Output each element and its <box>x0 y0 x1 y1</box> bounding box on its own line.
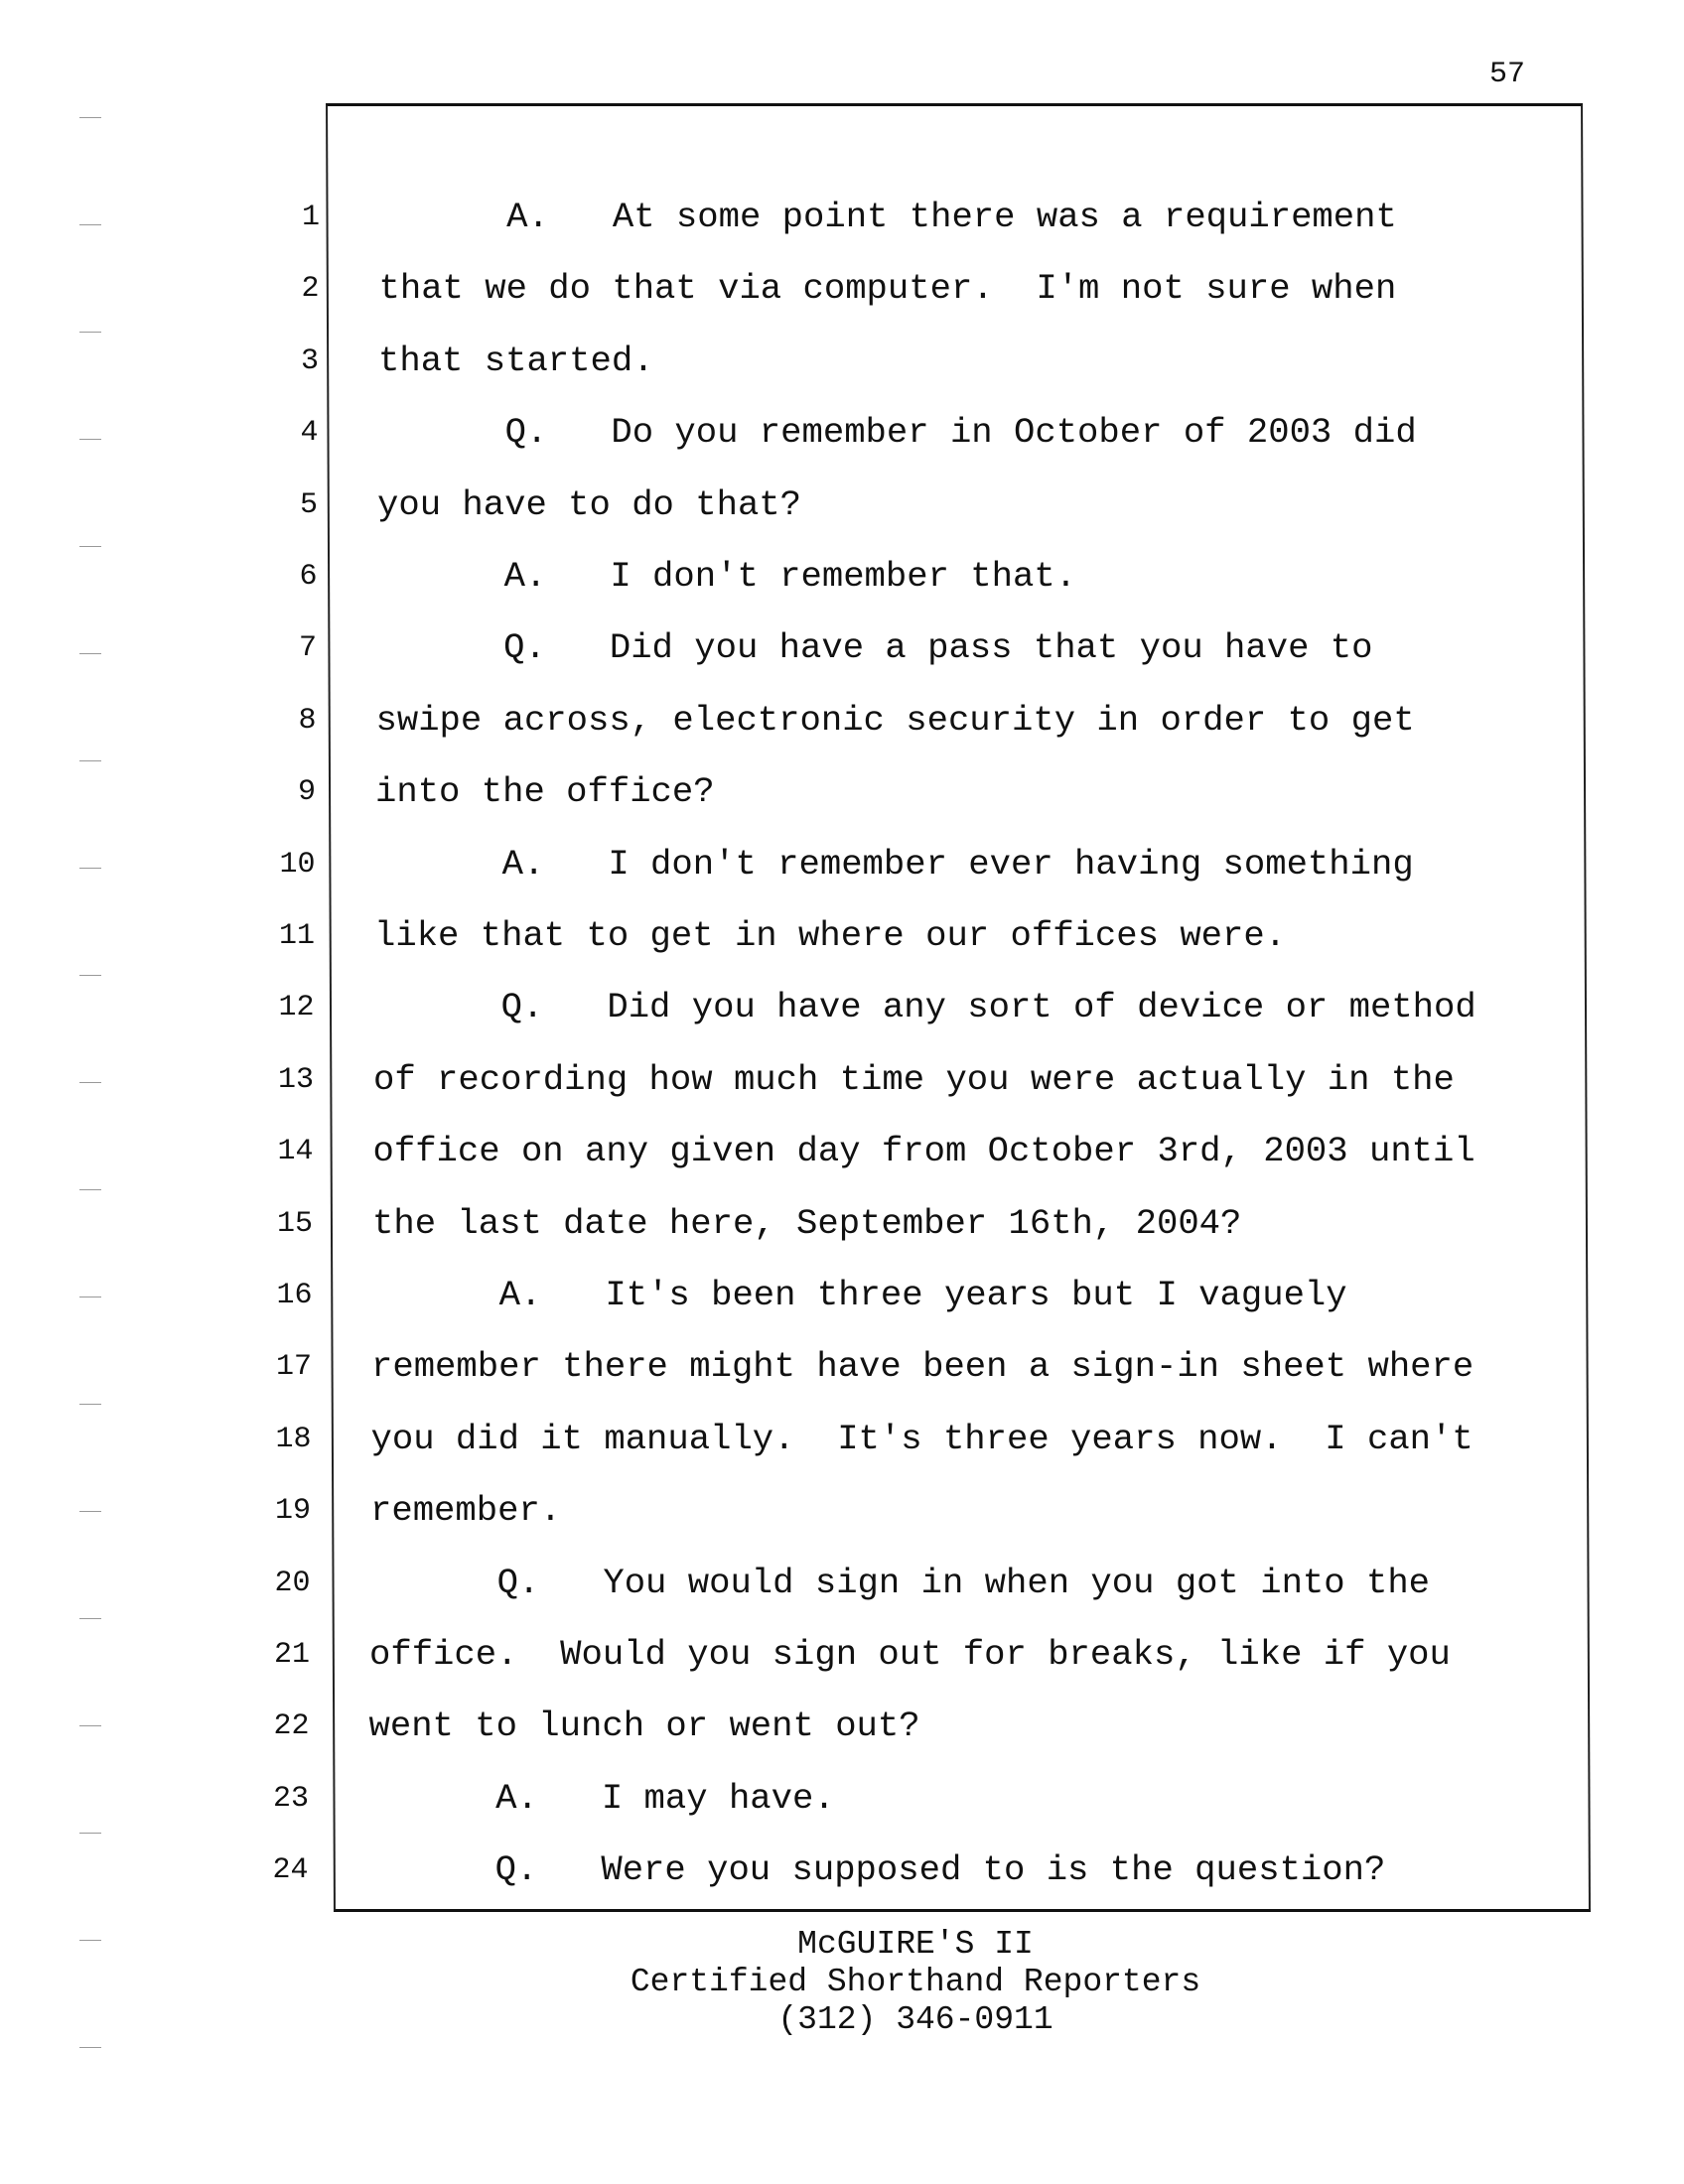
line-number: 11 <box>278 919 315 953</box>
transcript-line: like that to get in where our offices were. <box>374 915 1287 956</box>
line-number: 4 <box>300 416 319 451</box>
line-number: 20 <box>274 1566 311 1600</box>
transcript-line: Q. You would sign in when you got into the <box>369 1562 1431 1603</box>
margin-tick <box>79 1618 101 1619</box>
margin-tick <box>79 1189 101 1190</box>
footer-company: McGUIRE'S II <box>797 1926 1034 1963</box>
line-number: 23 <box>272 1781 309 1816</box>
transcript-line: A. I don't remember ever having something <box>374 843 1414 885</box>
margin-tick <box>79 2047 101 2048</box>
line-number: 15 <box>276 1206 313 1241</box>
transcript-line: remember there might have been a sign-in sheet where <box>371 1346 1474 1388</box>
transcript-line: A. I don't remember that. <box>376 556 1077 597</box>
margin-tick <box>79 653 101 654</box>
margin-tick <box>79 1082 101 1083</box>
transcript-line: swipe across, electronic security in order to get <box>375 699 1415 741</box>
transcript-line: that we do that via computer. I'm not sure when <box>378 268 1397 310</box>
margin-tick <box>79 439 101 440</box>
margin-tick <box>79 1511 101 1512</box>
transcript-line: A. At some point there was a requirement <box>379 197 1397 237</box>
margin-tick <box>79 1725 101 1726</box>
line-number: 9 <box>297 775 316 810</box>
line-number: 10 <box>279 847 316 882</box>
line-number: 22 <box>273 1709 310 1744</box>
transcript-line: you did it manually. It's three years now. I can't <box>370 1418 1474 1459</box>
transcript-line: of recording how much time you were actually in the <box>373 1058 1455 1100</box>
line-number: 24 <box>272 1853 309 1888</box>
line-number: 7 <box>298 631 317 666</box>
footer-phone: (312) 346-0911 <box>777 2001 1053 2038</box>
transcript-line: office on any given day from October 3rd, 2003 until <box>372 1131 1475 1172</box>
transcript-line: you have to do that? <box>377 483 802 525</box>
margin-tick <box>79 546 101 547</box>
transcript-line: that started. <box>378 340 654 381</box>
transcript-line: A. It's been three years but I vaguely <box>371 1275 1347 1315</box>
transcript-line: A. I may have. <box>368 1777 835 1819</box>
margin-tick <box>79 1404 101 1405</box>
line-number: 3 <box>300 343 319 378</box>
page-number: 57 <box>1489 58 1526 91</box>
transcript-line: Q. Were you supposed to is the question? <box>367 1849 1386 1891</box>
line-number: 1 <box>301 201 320 234</box>
line-number: 8 <box>298 703 317 738</box>
line-number: 13 <box>277 1062 314 1097</box>
footer-tagline: Certified Shorthand Reporters <box>630 1964 1201 2000</box>
line-number: 17 <box>275 1350 312 1385</box>
transcript-line: Q. Did you have any sort of device or method <box>373 987 1476 1028</box>
transcript-line: remember. <box>370 1490 562 1532</box>
transcript-line: office. Would you sign out for breaks, like if you <box>369 1634 1451 1675</box>
transcript-line: Q. Do you remember in October of 2003 did <box>377 412 1417 454</box>
line-number: 16 <box>276 1279 313 1312</box>
line-number: 18 <box>275 1422 312 1456</box>
margin-tick <box>79 975 101 976</box>
line-number: 12 <box>278 991 315 1025</box>
transcript-line: the last date here, September 16th, 2004? <box>372 1202 1242 1244</box>
line-number: 6 <box>299 560 318 594</box>
transcript-line: into the office? <box>375 771 715 813</box>
margin-tick <box>79 224 101 225</box>
line-number: 19 <box>274 1494 311 1529</box>
margin-tick <box>79 1833 101 1834</box>
line-number: 14 <box>277 1135 314 1169</box>
transcript-line: went to lunch or went out? <box>368 1706 920 1747</box>
margin-tick <box>79 760 101 761</box>
line-number: 5 <box>299 487 318 522</box>
line-number: 21 <box>273 1638 310 1672</box>
line-number: 2 <box>301 272 320 307</box>
margin-tick <box>79 868 101 869</box>
margin-tick <box>79 332 101 333</box>
margin-tick <box>79 117 101 118</box>
transcript-line: Q. Did you have a pass that you have to <box>376 627 1373 669</box>
